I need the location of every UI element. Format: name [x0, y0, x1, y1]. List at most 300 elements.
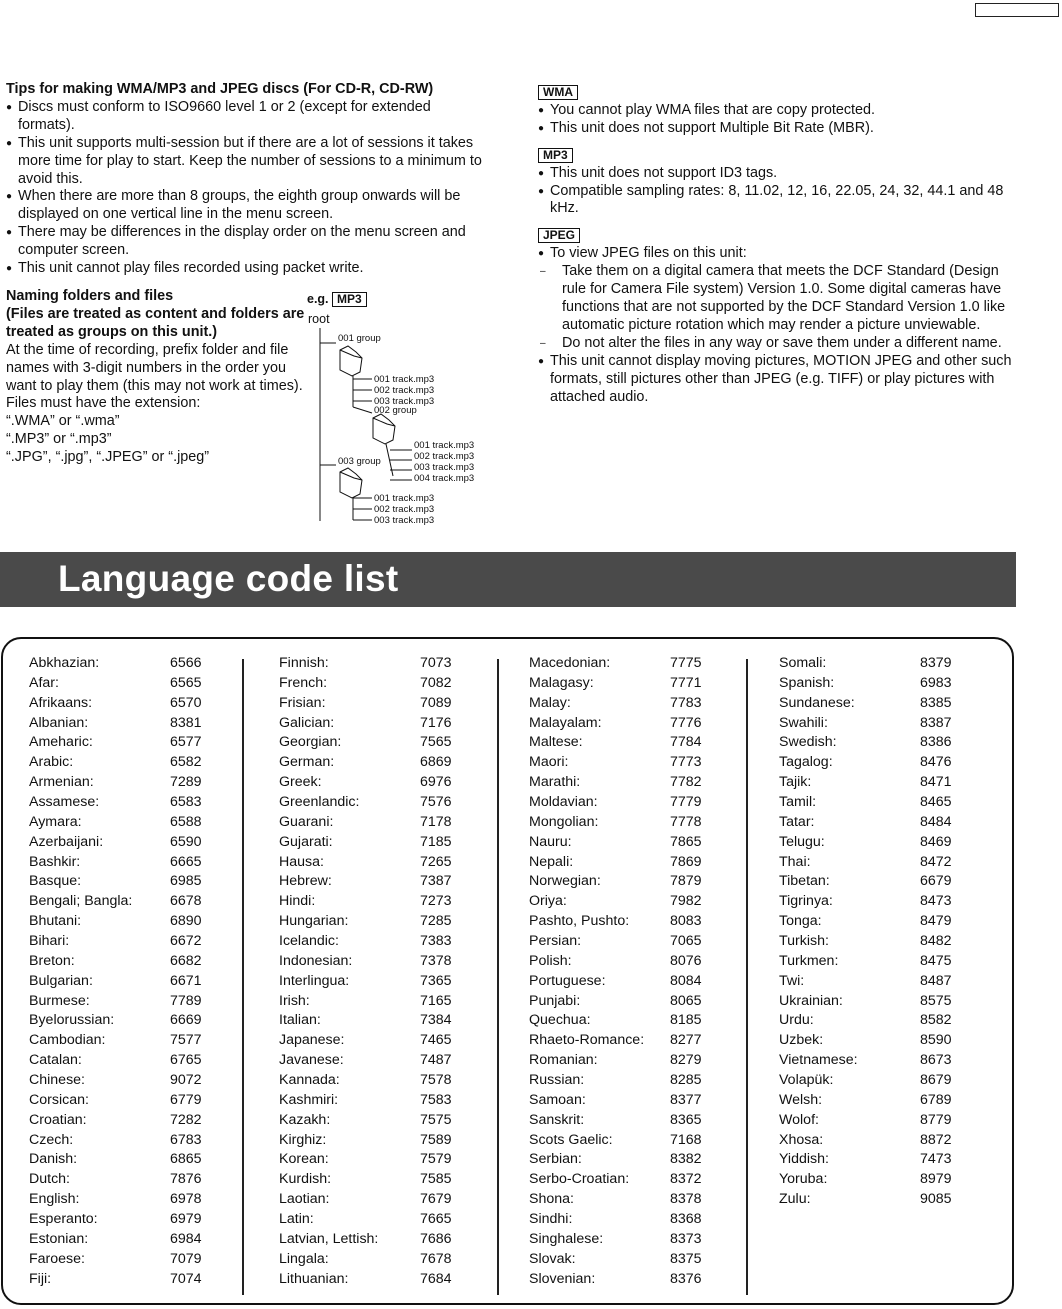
language-code: 7771: [670, 674, 702, 691]
language-code: 7065: [670, 933, 702, 950]
language-name: Bulgarian:: [29, 972, 93, 989]
language-code: 7589: [420, 1131, 452, 1148]
table-row: [279, 853, 479, 873]
table-row: [779, 972, 979, 992]
language-name: Singhalese:: [529, 1230, 604, 1247]
language-code: 7678: [420, 1250, 452, 1267]
language-name: Lingala:: [279, 1250, 329, 1267]
language-name: Afar:: [29, 674, 59, 691]
tree-track-label: 002 track.mp3: [374, 504, 435, 515]
jpeg-block: [538, 227, 1018, 406]
language-code: 6565: [170, 674, 202, 691]
language-code: 7265: [420, 853, 452, 870]
language-code: 7865: [670, 833, 702, 850]
table-row: [529, 952, 729, 972]
language-code: 7679: [420, 1191, 452, 1208]
language-name: Icelandic:: [279, 933, 339, 950]
language-code: 8679: [920, 1072, 952, 1089]
tree-track-label: 003 track.mp3: [374, 515, 435, 526]
table-row: [29, 952, 229, 972]
tree-track-label: 002 track.mp3: [374, 385, 435, 396]
table-row: [779, 932, 979, 952]
language-code: 7779: [670, 794, 702, 811]
tree-track-label: 002 track.mp3: [414, 451, 475, 462]
language-name: Marathi:: [529, 774, 581, 791]
language-name: Yiddish:: [779, 1151, 829, 1168]
naming-section: [6, 288, 306, 467]
language-name: Swedish:: [779, 734, 837, 751]
table-row: [779, 1131, 979, 1151]
language-name: Dutch:: [29, 1171, 71, 1188]
language-name: Uzbek:: [779, 1032, 824, 1049]
table-row: [779, 733, 979, 753]
language-code: 7384: [420, 1012, 452, 1029]
language-code: 7273: [420, 893, 452, 910]
language-name: Kurdish:: [279, 1171, 332, 1188]
table-row: [29, 833, 229, 853]
table-row: [279, 912, 479, 932]
language-name: Greenlandic:: [279, 794, 360, 811]
language-code: 7082: [420, 674, 452, 691]
table-row: [29, 1170, 229, 1190]
table-row: [529, 992, 729, 1012]
language-name: Zulu:: [779, 1191, 811, 1208]
language-name: Polish:: [529, 952, 572, 969]
language-code: 7869: [670, 853, 702, 870]
table-row: [529, 1190, 729, 1210]
table-row: [29, 892, 229, 912]
language-code: 8872: [920, 1131, 952, 1148]
language-name: Georgian:: [279, 734, 342, 751]
language-code: 6985: [170, 873, 202, 890]
language-name: Bashkir:: [29, 853, 81, 870]
language-code: 7565: [420, 734, 452, 751]
language-code: 6679: [920, 873, 952, 890]
language-name: Norwegian:: [529, 873, 601, 890]
table-row: [279, 654, 479, 674]
language-column-4: [779, 654, 979, 1210]
language-name: Urdu:: [779, 1012, 814, 1029]
table-row: [279, 1091, 479, 1111]
language-name: Javanese:: [279, 1052, 344, 1069]
language-name: Esperanto:: [29, 1211, 98, 1228]
language-code: 8385: [920, 694, 952, 711]
language-name: Kazakh:: [279, 1111, 331, 1128]
table-row: [29, 733, 229, 753]
extension-wma: “.WMA” or “.wma”: [6, 413, 120, 430]
language-name: Wolof:: [779, 1111, 819, 1128]
language-name: Mongolian:: [529, 813, 599, 830]
folder-icon: [340, 346, 362, 376]
language-name: Hausa:: [279, 853, 324, 870]
table-row: [779, 793, 979, 813]
language-name: Malay:: [529, 694, 571, 711]
language-code: 8575: [920, 992, 952, 1009]
table-row: [779, 714, 979, 734]
mp3-badge: MP3: [332, 292, 367, 307]
table-row: [779, 872, 979, 892]
table-row: [529, 1131, 729, 1151]
table-row: [529, 654, 729, 674]
language-code: 7784: [670, 734, 702, 751]
language-name: Faroese:: [29, 1250, 85, 1267]
table-row: [779, 1071, 979, 1091]
table-row: [279, 972, 479, 992]
table-row: [529, 932, 729, 952]
language-code: 6678: [170, 893, 202, 910]
section-banner: [0, 552, 1016, 607]
table-row: [29, 992, 229, 1012]
table-row: [529, 1091, 729, 1111]
language-code: 6976: [420, 774, 452, 791]
language-code: 6583: [170, 794, 202, 811]
language-code: 7285: [420, 913, 452, 930]
table-row: [279, 733, 479, 753]
language-name: Greek:: [279, 774, 322, 791]
language-code: 8469: [920, 833, 952, 850]
table-row: [29, 753, 229, 773]
table-row: [529, 1210, 729, 1230]
list-item: – Do not alter the files in any way or save them under a different name.: [538, 335, 1018, 353]
table-row: [29, 714, 229, 734]
language-name: Nauru:: [529, 833, 572, 850]
table-row: [29, 1230, 229, 1250]
extension-mp3: “.MP3” or “.mp3”: [6, 431, 112, 448]
language-name: Azerbaijani:: [29, 833, 104, 850]
language-name: Macedonian:: [529, 655, 611, 671]
language-code: 6869: [420, 754, 452, 771]
extension-intro: Files must have the extension:: [6, 395, 201, 412]
language-code: 8473: [920, 893, 952, 910]
language-name: Gujarati:: [279, 833, 333, 850]
folder-icon: [340, 468, 362, 498]
table-row: [279, 1111, 479, 1131]
language-name: Portuguese:: [529, 972, 606, 989]
tree-group-label: 001 group: [338, 333, 381, 344]
naming-body: At the time of recording, prefix folder and file names with 3-digit numbers in the order you want to play them (this may not work at times).: [6, 341, 303, 394]
list-item: ● There may be differences in the display order on the menu screen and computer screen.: [6, 224, 486, 260]
language-name: Malayalam:: [529, 714, 602, 731]
language-name: Malagasy:: [529, 674, 594, 691]
table-row: [279, 952, 479, 972]
language-code: 7789: [170, 992, 202, 1009]
table-row: [779, 813, 979, 833]
language-name: Persian:: [529, 933, 582, 950]
table-row: [279, 1210, 479, 1230]
table-row: [779, 694, 979, 714]
table-row: [779, 853, 979, 873]
table-row: [29, 1031, 229, 1051]
language-name: Tonga:: [779, 913, 822, 930]
language-code: 6577: [170, 734, 202, 751]
table-row: [779, 992, 979, 1012]
table-row: [779, 1150, 979, 1170]
language-name: Frisian:: [279, 694, 326, 711]
table-row: [279, 1170, 479, 1190]
folder-tree-diagram: [300, 300, 500, 530]
language-code: 8285: [670, 1072, 702, 1089]
table-row: [29, 1150, 229, 1170]
language-name: Scots Gaelic:: [529, 1131, 613, 1148]
table-row: [779, 1170, 979, 1190]
table-row: [29, 1270, 229, 1290]
language-code: 8476: [920, 754, 952, 771]
language-name: Hebrew:: [279, 873, 332, 890]
language-name: German:: [279, 754, 335, 771]
language-code: 6672: [170, 933, 202, 950]
language-name: Aymara:: [29, 813, 82, 830]
table-row: [529, 694, 729, 714]
table-row: [529, 773, 729, 793]
naming-subheading: (Files are treated as content and folders are treated as groups on this unit.): [6, 305, 305, 340]
language-code: 6983: [920, 674, 952, 691]
language-code: 6682: [170, 952, 202, 969]
table-row: [529, 813, 729, 833]
table-row: [29, 674, 229, 694]
language-code: 8590: [920, 1032, 952, 1049]
table-row: [779, 753, 979, 773]
language-name: English:: [29, 1191, 80, 1208]
table-row: [29, 872, 229, 892]
tree-track-label: 001 track.mp3: [374, 493, 435, 504]
language-code: 8779: [920, 1111, 952, 1128]
table-row: [529, 1150, 729, 1170]
language-column-2: [279, 654, 479, 1290]
language-code: 7665: [420, 1211, 452, 1228]
language-code: 6671: [170, 972, 202, 989]
language-name: Irish:: [279, 992, 310, 1009]
table-row: [529, 1270, 729, 1290]
language-name: Interlingua:: [279, 972, 350, 989]
table-row: [29, 912, 229, 932]
language-name: Bengali; Bangla:: [29, 893, 133, 910]
tree-track-label: 004 track.mp3: [414, 473, 475, 484]
banner-title: Language code list: [58, 558, 399, 599]
extension-jpg: “.JPG”, “.jpg”, “.JPEG” or “.jpeg”: [6, 449, 210, 466]
list-item: ● This unit cannot display moving pictures, MOTION JPEG and other such formats, still pictures other than JPEG (e.g. TIFF) or play pictures with attached audio.: [538, 353, 1018, 407]
table-row: [529, 1250, 729, 1270]
language-code: 7176: [420, 714, 452, 731]
column-divider: [242, 659, 244, 1295]
language-name: Estonian:: [29, 1230, 89, 1247]
language-name: Danish:: [29, 1151, 78, 1168]
language-code: 7982: [670, 893, 702, 910]
format-notes-section: [538, 84, 1018, 406]
language-name: Swahili:: [779, 714, 828, 731]
mp3-notes-badge: MP3: [538, 148, 573, 163]
language-name: Albanian:: [29, 714, 89, 731]
table-row: [279, 1250, 479, 1270]
language-name: Punjabi:: [529, 992, 581, 1009]
table-row: [529, 674, 729, 694]
language-name: Yoruba:: [779, 1171, 828, 1188]
language-name: Slovenian:: [529, 1270, 596, 1287]
table-row: [279, 753, 479, 773]
tree-track-label: 001 track.mp3: [414, 440, 475, 451]
language-code: 7579: [420, 1151, 452, 1168]
language-code: 8487: [920, 972, 952, 989]
language-code: 7879: [670, 873, 702, 890]
language-code: 7778: [670, 813, 702, 830]
language-name: Afrikaans:: [29, 694, 93, 711]
table-row: [529, 853, 729, 873]
language-name: Rhaeto-Romance:: [529, 1032, 645, 1049]
language-name: Cambodian:: [29, 1032, 106, 1049]
tips-heading: Tips for making WMA/MP3 and JPEG discs (For CD-R, CD-RW): [6, 81, 434, 97]
language-code: 7583: [420, 1091, 452, 1108]
language-code: 7178: [420, 813, 452, 830]
table-row: [279, 1051, 479, 1071]
language-code: 7089: [420, 694, 452, 711]
language-code: 6890: [170, 913, 202, 930]
table-row: [29, 1051, 229, 1071]
table-row: [29, 1190, 229, 1210]
language-code: 8484: [920, 813, 952, 830]
table-row: [29, 1071, 229, 1091]
language-name: Tigrinya:: [779, 893, 833, 910]
page-tab-box: [975, 3, 1059, 17]
table-row: [279, 1150, 479, 1170]
language-code: 7079: [170, 1250, 202, 1267]
language-name: Tibetan:: [779, 873, 830, 890]
table-row: [529, 1111, 729, 1131]
table-row: [279, 932, 479, 952]
table-row: [529, 1230, 729, 1250]
language-code: 7876: [170, 1171, 202, 1188]
table-row: [279, 1190, 479, 1210]
language-code: 8379: [920, 655, 952, 671]
language-name: Pashto, Pushto:: [529, 913, 630, 930]
list-item: ● This unit does not support Multiple Bit Rate (MBR).: [538, 120, 1018, 138]
table-row: [29, 1011, 229, 1031]
language-name: Moldavian:: [529, 794, 598, 811]
language-code: 6783: [170, 1131, 202, 1148]
language-name: Serbian:: [529, 1151, 582, 1168]
tree-group-label: 002 group: [374, 405, 417, 416]
language-name: Welsh:: [779, 1091, 823, 1108]
table-row: [279, 793, 479, 813]
language-name: Breton:: [29, 952, 75, 969]
table-row: [779, 1031, 979, 1051]
table-row: [29, 853, 229, 873]
language-name: Guarani:: [279, 813, 334, 830]
language-code: 6984: [170, 1230, 202, 1247]
language-name: Tamil:: [779, 794, 817, 811]
table-row: [279, 674, 479, 694]
language-code: 6665: [170, 853, 202, 870]
language-code: 8368: [670, 1211, 702, 1228]
table-row: [779, 1190, 979, 1210]
language-name: Corsican:: [29, 1091, 89, 1108]
list-item: ● This unit supports multi-session but if there are a lot of sessions it takes more time for play to start. Keep the number of sessions to a minimum to avoid this.: [6, 135, 486, 189]
language-code: 7073: [420, 655, 452, 671]
table-row: [529, 714, 729, 734]
language-name: Finnish:: [279, 655, 329, 671]
language-code: 7575: [420, 1111, 452, 1128]
language-code: 6979: [170, 1211, 202, 1228]
language-name: Hindi:: [279, 893, 316, 910]
table-row: [29, 1131, 229, 1151]
language-name: Twi:: [779, 972, 805, 989]
language-name: Latvian, Lettish:: [279, 1230, 379, 1247]
language-name: Russian:: [529, 1072, 585, 1089]
list-item: [538, 245, 1018, 352]
language-code: 8365: [670, 1111, 702, 1128]
language-name: Kannada:: [279, 1072, 340, 1089]
language-code: 8375: [670, 1250, 702, 1267]
language-name: Vietnamese:: [779, 1052, 858, 1069]
table-row: [29, 1210, 229, 1230]
language-name: Sindhi:: [529, 1211, 573, 1228]
language-code: 8381: [170, 714, 202, 731]
table-row: [279, 1131, 479, 1151]
list-item: ● This unit cannot play files recorded using packet write.: [6, 260, 486, 278]
table-row: [29, 1111, 229, 1131]
language-code: 7576: [420, 794, 452, 811]
language-name: Japanese:: [279, 1032, 345, 1049]
list-item: ● Compatible sampling rates: 8, 11.02, 12, 16, 22.05, 24, 32, 44.1 and 48 kHz.: [538, 183, 1018, 219]
language-name: Telugu:: [779, 833, 825, 850]
language-name: Czech:: [29, 1131, 74, 1148]
folder-icon: [373, 414, 395, 444]
table-row: [779, 833, 979, 853]
language-name: Quechua:: [529, 1012, 591, 1029]
tree-track-label: 003 track.mp3: [374, 396, 435, 407]
language-code: 7074: [170, 1270, 202, 1287]
table-row: [529, 753, 729, 773]
table-row: [29, 773, 229, 793]
table-row: [529, 1011, 729, 1031]
language-code: 8673: [920, 1052, 952, 1069]
tips-list: [6, 99, 486, 278]
language-code: 8471: [920, 774, 952, 791]
column-divider: [746, 659, 748, 1295]
language-name: Tajik:: [779, 774, 812, 791]
table-row: [29, 694, 229, 714]
list-item: ● You cannot play WMA files that are copy protected.: [538, 102, 1018, 120]
list-item: – Take them on a digital camera that meets the DCF Standard (Design rule for Camera File system) Version 1.0. Some digital cameras have functions that are not supported by the DCF Standard Version 1.0 like automatic picture rotation which may render a picture unviewable.: [538, 263, 1018, 335]
table-row: [279, 833, 479, 853]
list-item: ● Discs must conform to ISO9660 level 1 or 2 (except for extended formats).: [6, 99, 486, 135]
language-name: Nepali:: [529, 853, 574, 870]
table-row: [779, 1111, 979, 1131]
language-name: Shona:: [529, 1191, 574, 1208]
table-row: [279, 773, 479, 793]
language-name: Armenian:: [29, 774, 94, 791]
table-row: [529, 1170, 729, 1190]
table-row: [779, 952, 979, 972]
language-name: Laotian:: [279, 1191, 330, 1208]
table-row: [279, 992, 479, 1012]
language-name: Turkish:: [779, 933, 829, 950]
language-name: Latin:: [279, 1211, 314, 1228]
language-name: Byelorussian:: [29, 1012, 115, 1029]
language-name: Tagalog:: [779, 754, 833, 771]
language-name: Sundanese:: [779, 694, 855, 711]
language-name: Croatian:: [29, 1111, 87, 1128]
language-name: French:: [279, 674, 328, 691]
language-code: 8378: [670, 1191, 702, 1208]
language-name: Abkhazian:: [29, 655, 100, 671]
table-row: [279, 714, 479, 734]
language-name: Basque:: [29, 873, 82, 890]
language-name: Ukrainian:: [779, 992, 843, 1009]
table-row: [779, 912, 979, 932]
table-row: [779, 654, 979, 674]
language-name: Fiji:: [29, 1270, 52, 1287]
language-code: 7776: [670, 714, 702, 731]
table-row: [29, 972, 229, 992]
